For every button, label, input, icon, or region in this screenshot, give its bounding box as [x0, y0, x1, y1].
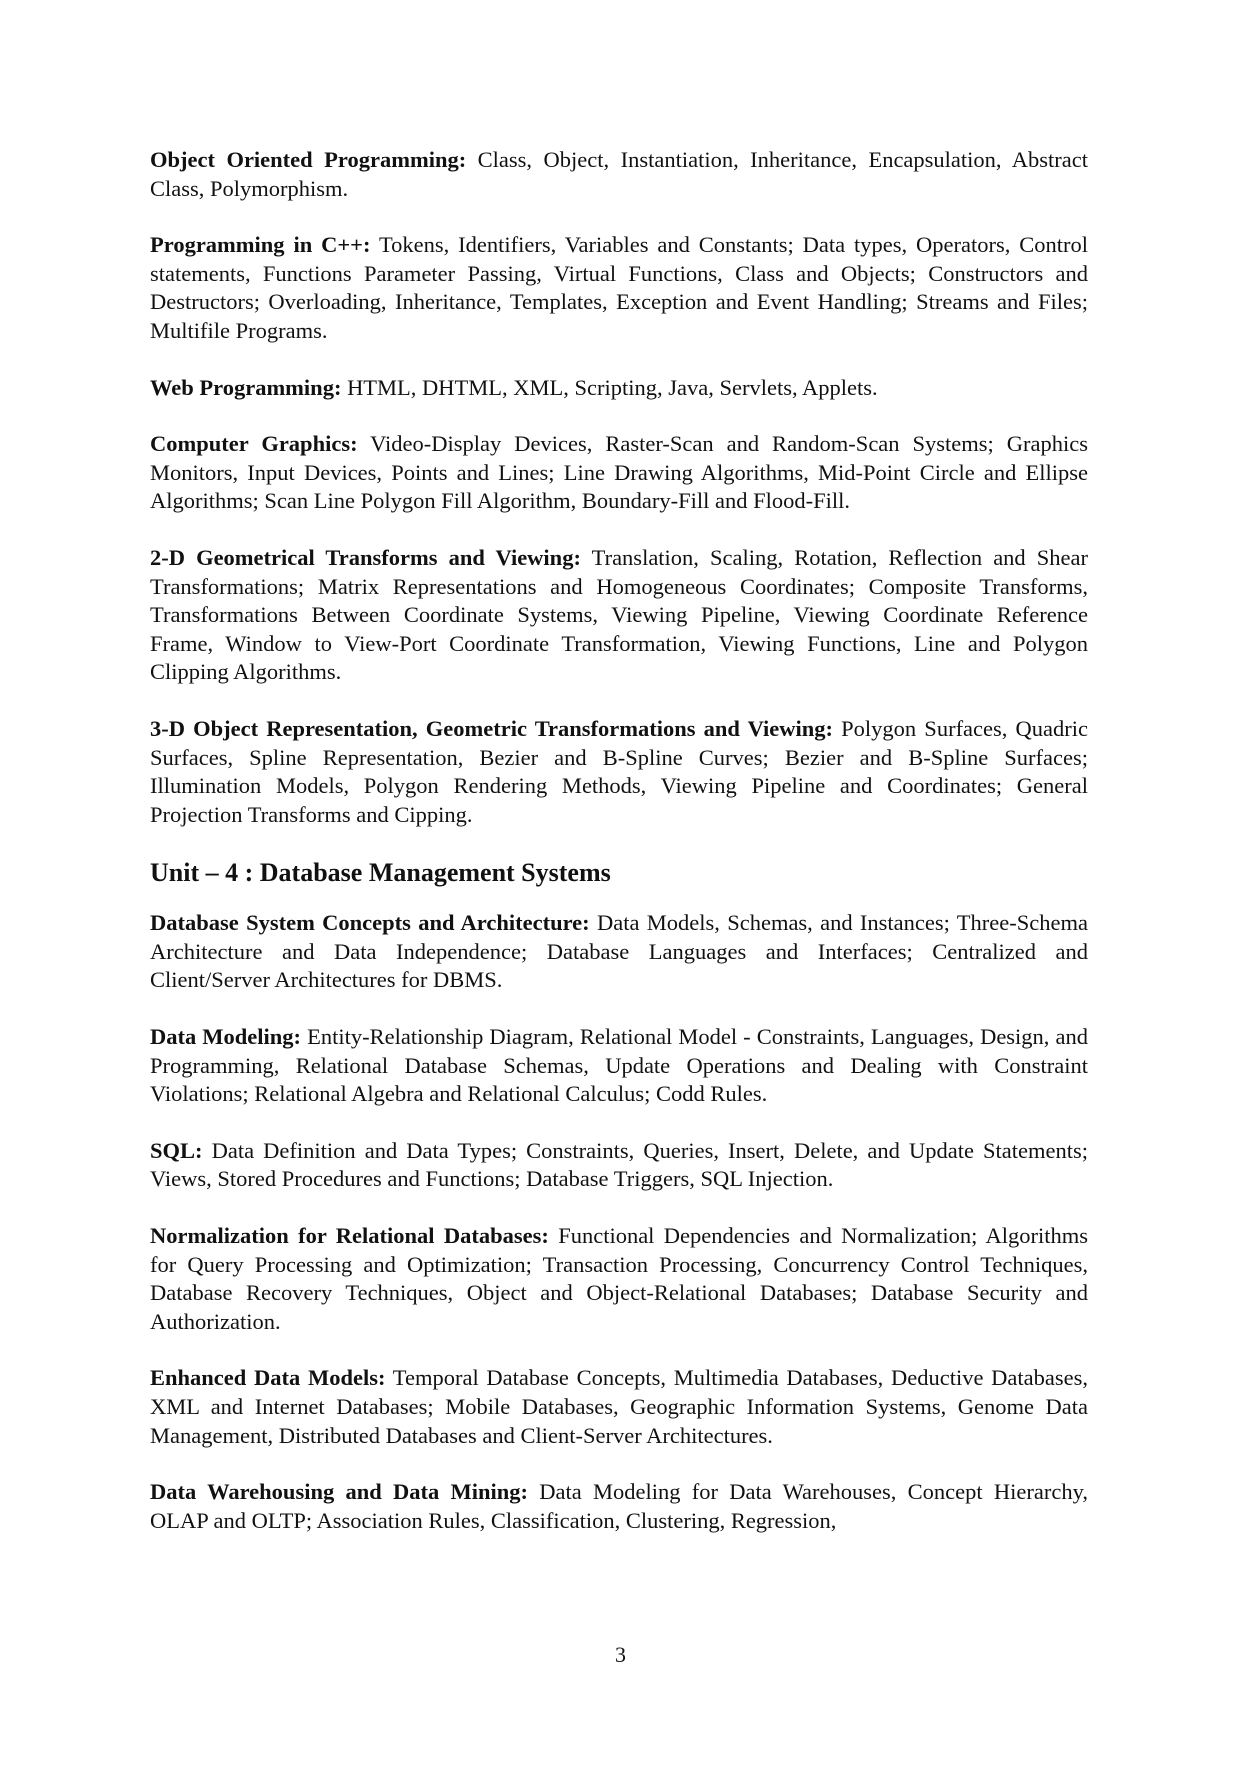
section-heading: Programming in C++: [150, 232, 371, 258]
section-text: Polygon Surfaces, Quadric Surfaces, Spline Representation, Bezier and B-Spline Curves; Bezier and B-Spline Surfaces; Illumination Models, Polygon Rendering Methods, Viewing Pipeline and Coordinates; General Projection Transforms and Cipping. [150, 715, 1088, 827]
document-page [150, 146, 1088, 1563]
section-heading: Enhanced Data Models: [150, 1365, 386, 1391]
section-text: Entity-Relationship Diagram, Relational Model - Constraints, Languages, Design, and Programming, Relational Database Schemas, Update Operations and Dealing with Constraint Violations; Relational Algebra and Relational Calculus; Codd Rules. [150, 1024, 1088, 1107]
section-heading: SQL: [150, 1137, 203, 1163]
section-heading: Data Modeling: [150, 1024, 302, 1050]
section-heading: Computer Graphics: [150, 431, 358, 457]
section-computer-graphics [150, 430, 1088, 516]
section-db-concepts [150, 909, 1088, 995]
section-web-programming [150, 374, 1088, 403]
section-text: Data Definition and Data Types; Constraints, Queries, Insert, Delete, and Update Statements; Views, Stored Procedures and Functions; Database Triggers, SQL Injection. [150, 1137, 1088, 1192]
section-text: Translation, Scaling, Rotation, Reflection and Shear Transformations; Matrix Representations and Homogeneous Coordinates; Composite Transforms, Transformations Between Coordinate Systems, Viewing Pipeline, Viewing Coordinate Reference Frame, Window to View-Port Coordinate Transformation, Viewing Functions, Line and Polygon Clipping Algorithms. [150, 544, 1088, 685]
section-heading: Web Programming: [150, 374, 342, 400]
section-normalization [150, 1222, 1088, 1336]
section-oop [150, 146, 1088, 203]
section-data-warehousing [150, 1478, 1088, 1535]
section-heading: Object Oriented Programming: [150, 147, 467, 172]
section-3d-representation [150, 715, 1088, 829]
section-enhanced-data-models [150, 1364, 1088, 1450]
section-heading: Data Warehousing and Data Mining: [150, 1479, 529, 1505]
section-text: Class, Object, Instantiation, Inheritance, Encapsulation, Abstract Class, Polymorphism. [150, 147, 1088, 201]
page-number: 3 [615, 1642, 626, 1667]
section-text: Functional Dependencies and Normalization; Algorithms for Query Processing and Optimization; Transaction Processing, Concurrency Control Techniques, Database Recovery Techniques, Object and Object-Relational Databases; Database Security and Authorization. [150, 1223, 1088, 1334]
section-2d-transforms [150, 544, 1088, 687]
section-heading: 2-D Geometrical Transforms and Viewing: [150, 544, 581, 570]
section-cpp [150, 231, 1088, 345]
section-text: Data Models, Schemas, and Instances; Three-Schema Architecture and Data Independence; Database Languages and Interfaces; Centralized and Client/Server Architectures for DBMS. [150, 910, 1088, 993]
section-heading: Database System Concepts and Architecture: [150, 910, 590, 936]
section-heading: 3-D Object Representation, Geometric Transformations and Viewing: [150, 715, 834, 741]
section-text: Video-Display Devices, Raster-Scan and Random-Scan Systems; Graphics Monitors, Input Devices, Points and Lines; Line Drawing Algorithms, Mid-Point Circle and Ellipse Algorithms; Scan Line Polygon Fill Algorithm, Boundary-Fill and Flood-Fill. [150, 431, 1088, 514]
section-text: Temporal Database Concepts, Multimedia Databases, Deductive Databases, XML and Internet Databases; Mobile Databases, Geographic Information Systems, Genome Data Management, Distributed Databases and Client-Server Architectures. [150, 1365, 1089, 1448]
section-text: HTML, DHTML, XML, Scripting, Java, Servlets, Applets. [341, 374, 878, 400]
section-heading: Normalization for Relational Databases: [150, 1223, 549, 1249]
unit-heading: Unit – 4 : Database Management Systems [150, 858, 611, 888]
section-text: Tokens, Identifiers, Variables and Constants; Data types, Operators, Control statements, Functions Parameter Passing, Virtual Functions, Class and Objects; Constructors and Destructors; Overloading, Inheritance, Templates, Exception and Event Handling; Streams and Files; Multifile Programs. [150, 232, 1088, 343]
section-sql [150, 1137, 1088, 1194]
section-text: Data Modeling for Data Warehouses, Concept Hierarchy, OLAP and OLTP; Association Rules, Classification, Clustering, Regression, [150, 1479, 1088, 1533]
section-data-modeling [150, 1023, 1088, 1109]
